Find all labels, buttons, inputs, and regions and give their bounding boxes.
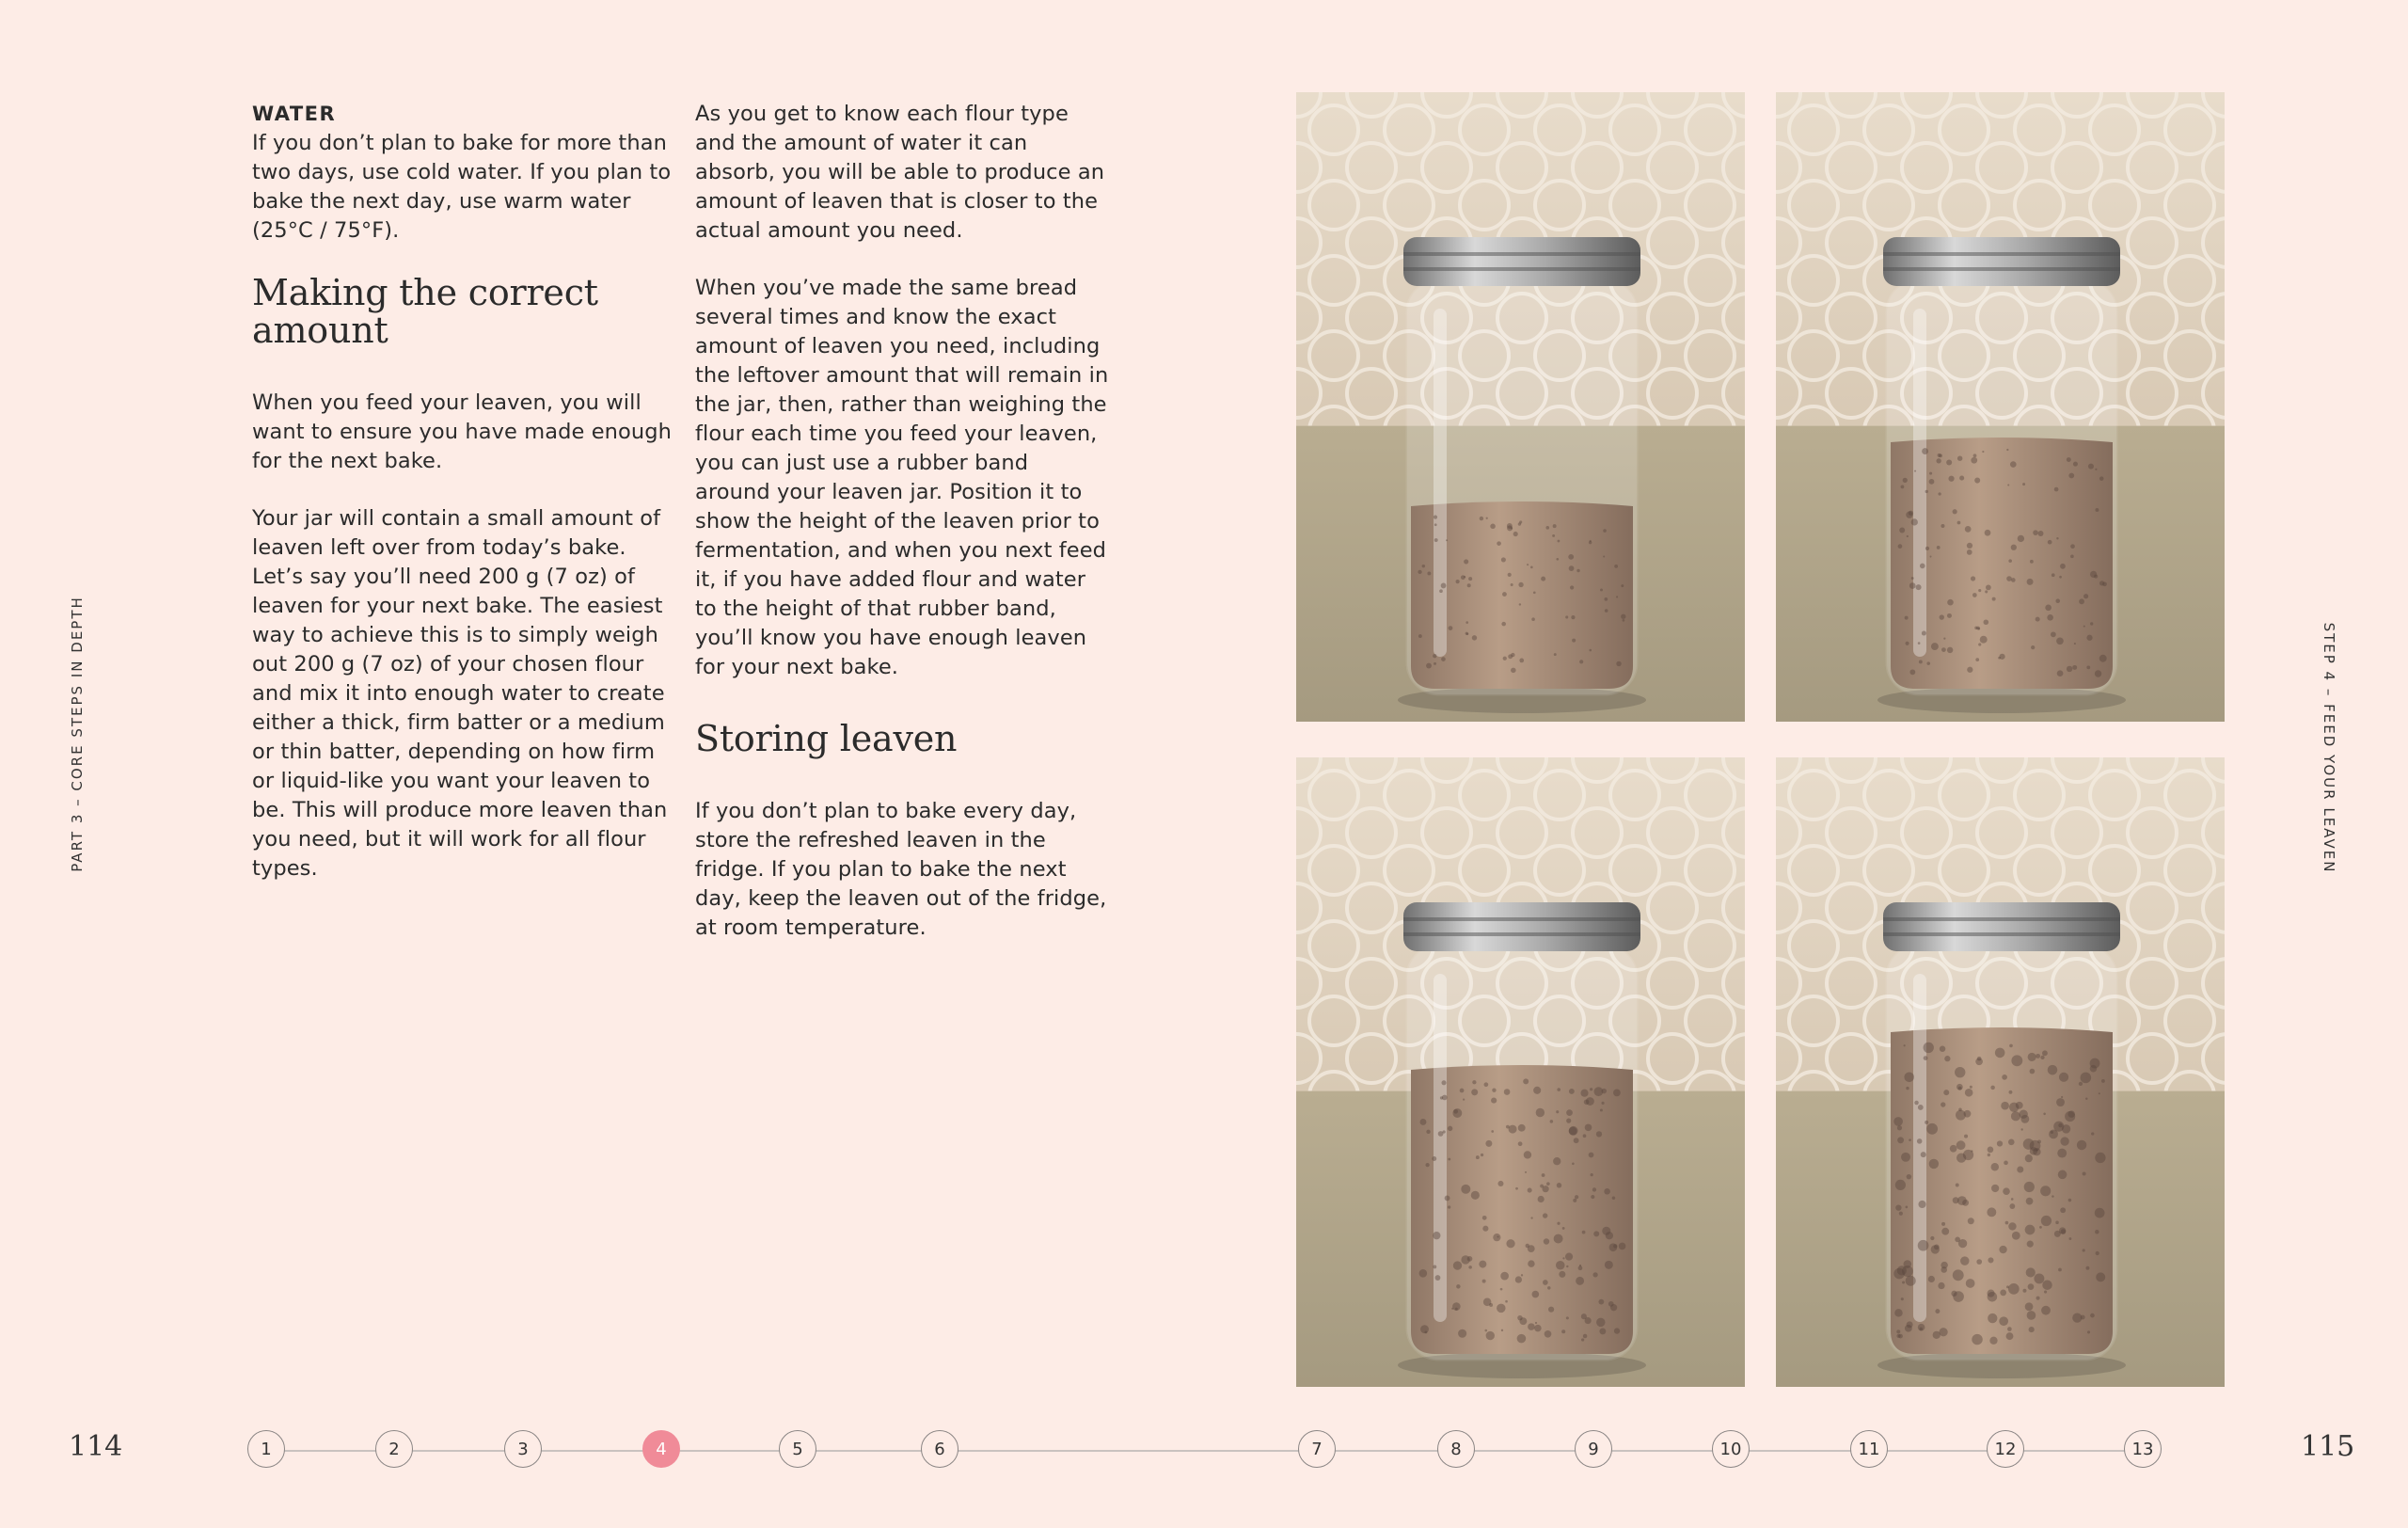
step-4-button[interactable]: 4: [642, 1430, 680, 1468]
leaven-jar-photo: [1776, 92, 2225, 722]
leaven-jar-photo: [1296, 757, 1745, 1387]
step-5-button[interactable]: 5: [779, 1430, 816, 1468]
text-column-2: [695, 100, 1109, 971]
step-9-button[interactable]: 9: [1575, 1430, 1612, 1468]
paragraph: As you get to know each flour type and the amount of water it can absorb, you will be able to produce an amount of leaven that is closer to the actual amount you need.: [695, 102, 1105, 243]
leaven-jar-photo: [1776, 757, 2225, 1387]
page-number-right: 115: [2301, 1430, 2355, 1463]
step-10-button[interactable]: 10: [1712, 1430, 1750, 1468]
paragraph: Your jar will contain a small amount of leaven left over from today’s bake. Let’s say you’ll need 200 g (7 oz) of leaven for your next bake. The easiest way to achieve this is to simply weigh out 200 g (7 oz) of your chosen flour and mix it into enough water to create either a thick, firm batter or a medium or thin batter, depending on how firm or liquid-like you want your leaven to be. This will produce more leaven than you need, but it will work for all flour types.: [252, 506, 668, 881]
water-text: If you don’t plan to bake for more than two days, use cold water. If you plan to bake the next day, use warm water (25°C / 75°F).: [252, 131, 672, 243]
paragraph: When you’ve made the same bread several times and know the exact amount of leaven you need, including the leftover amount that will remain in the jar, then, rather than weighing the flour each time you feed your leaven, you can just use a rubber band around your leaven jar. Position it to show the height of the leaven prior to fermentation, and when you next feed it, if you have added flour and water to the height of that rubber band, you’ll know you have enough leaven for your next bake.: [695, 276, 1109, 679]
step-7-button[interactable]: 7: [1298, 1430, 1336, 1468]
step-6-button[interactable]: 6: [921, 1430, 958, 1468]
step-11-button[interactable]: 11: [1850, 1430, 1888, 1468]
step-8-button[interactable]: 8: [1437, 1430, 1475, 1468]
step-side-label: STEP 4 – FEED YOUR LEAVEN: [2321, 622, 2337, 874]
water-label: WATER: [252, 103, 337, 125]
heading-storing-leaven: Storing leaven: [695, 718, 958, 759]
step-13-button[interactable]: 13: [2124, 1430, 2162, 1468]
step-12-button[interactable]: 12: [1987, 1430, 2024, 1468]
step-2-button[interactable]: 2: [375, 1430, 413, 1468]
step-3-button[interactable]: 3: [504, 1430, 542, 1468]
text-column-1: [252, 100, 675, 912]
leaven-jar-photo: [1296, 92, 1745, 722]
heading-making-correct-amount: Making the correct amount: [252, 272, 598, 351]
paragraph: When you feed your leaven, you will want to ensure you have made enough for the next bake.: [252, 390, 673, 473]
page-number-left: 114: [69, 1430, 123, 1463]
part-side-label: PART 3 – CORE STEPS IN DEPTH: [69, 596, 86, 872]
step-1-button[interactable]: 1: [247, 1430, 285, 1468]
paragraph: If you don’t plan to bake every day, store the refreshed leaven in the fridge. If you plan to bake the next day, keep the leaven out of the fridge, at room temperature.: [695, 799, 1107, 940]
